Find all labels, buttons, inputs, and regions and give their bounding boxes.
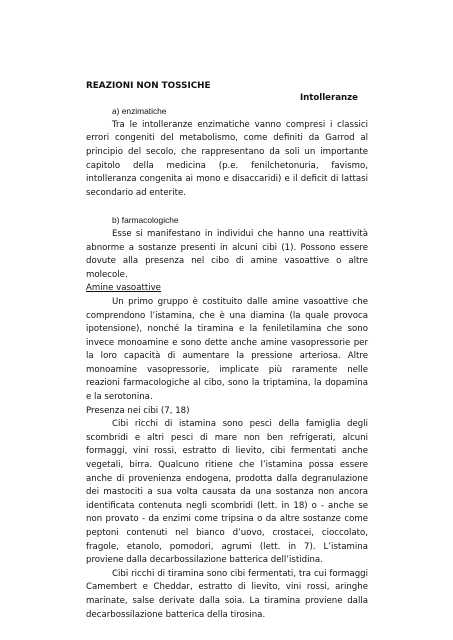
subsection-heading: Intolleranze bbox=[299, 92, 358, 103]
paragraph-enzimatiche: Tra le intolleranze enzimatiche vanno compresi i classici errori congeniti del metabolismo, come definiti da Garrod al principio del secolo, che rappresentano da soli un importante capitolo della medicina (p.e. fenilchetonuria, favismo, intolleranza congenita ai mono e disaccaridi) e il deficit di lattasi secondario ad enterite. bbox=[86, 119, 368, 198]
paragraph-tiramina: Cibi ricchi di tiramina sono cibi fermentati, tra cui formaggi Camembert e Cheddar, estratto di lievito, vini rossi, aringhe marinate, salse derivate dalla soia. La tiramina proviene dalla decarbossilazione batterica della tirosina. bbox=[86, 568, 368, 620]
paragraph-farmacologiche: Esse si manifestano in individui che hanno una reattività abnorme a sostanze presenti in alcuni cibi (1). Possono essere dovute alla presenza nel cibo di amine vasoattive o altre molecole. bbox=[86, 228, 368, 280]
spacer bbox=[86, 200, 368, 214]
label-farmacologiche: b) farmacologiche bbox=[112, 215, 179, 226]
label-presenza-nei-cibi: Presenza nei cibi (7, 18) bbox=[86, 405, 190, 416]
label-amine-vasoattive: Amine vasoattive bbox=[86, 283, 161, 294]
section-heading: REAZIONI NON TOSSICHE bbox=[86, 81, 211, 91]
paragraph-istamina: Cibi ricchi di istamina sono pesci della famiglia degli scombridi e altri pesci di mare non ben refrigerati, alcuni formaggi, vini rossi, estratto di lievito, cibi fermentati anche vegetali, birra. Qualcuno ritiene che l’istamina possa essere anche di provenienza endogena, prodotta dalla degranulazione dei mastociti a sua volta causata da una sostanza non ancora identificata contenuta negli scombridi (lett. in 18) o - anche se non provato - da enzimi come tripsina o da altre sostanze come peptoni contenuti nel bianco d’uovo, crostacei, cioccolato, fragole, etanolo, pomodori, agrumi (lett. in 7). L’istamina proviene dalla decarbossilazione batterica dell’istidina. bbox=[86, 419, 368, 566]
label-enzimatiche: a) enzimatiche bbox=[112, 106, 167, 117]
paragraph-amine: Un primo gruppo è costituito dalle amine vasoattive che comprendono l’istamina, che è una diamina (la quale provoca ipotensione), nonché la tiramina e la feniletilamina che sono invece monoamine e sono dette anche amine vasopressorie per la loro capacità di aumentare la pressione arteriosa. Altre monoamine vasopressorie, implicate più raramente nelle reazioni farmacologiche al cibo, sono la triptamina, la dopamina e la serotonina. bbox=[86, 296, 368, 403]
document-body bbox=[86, 80, 368, 622]
